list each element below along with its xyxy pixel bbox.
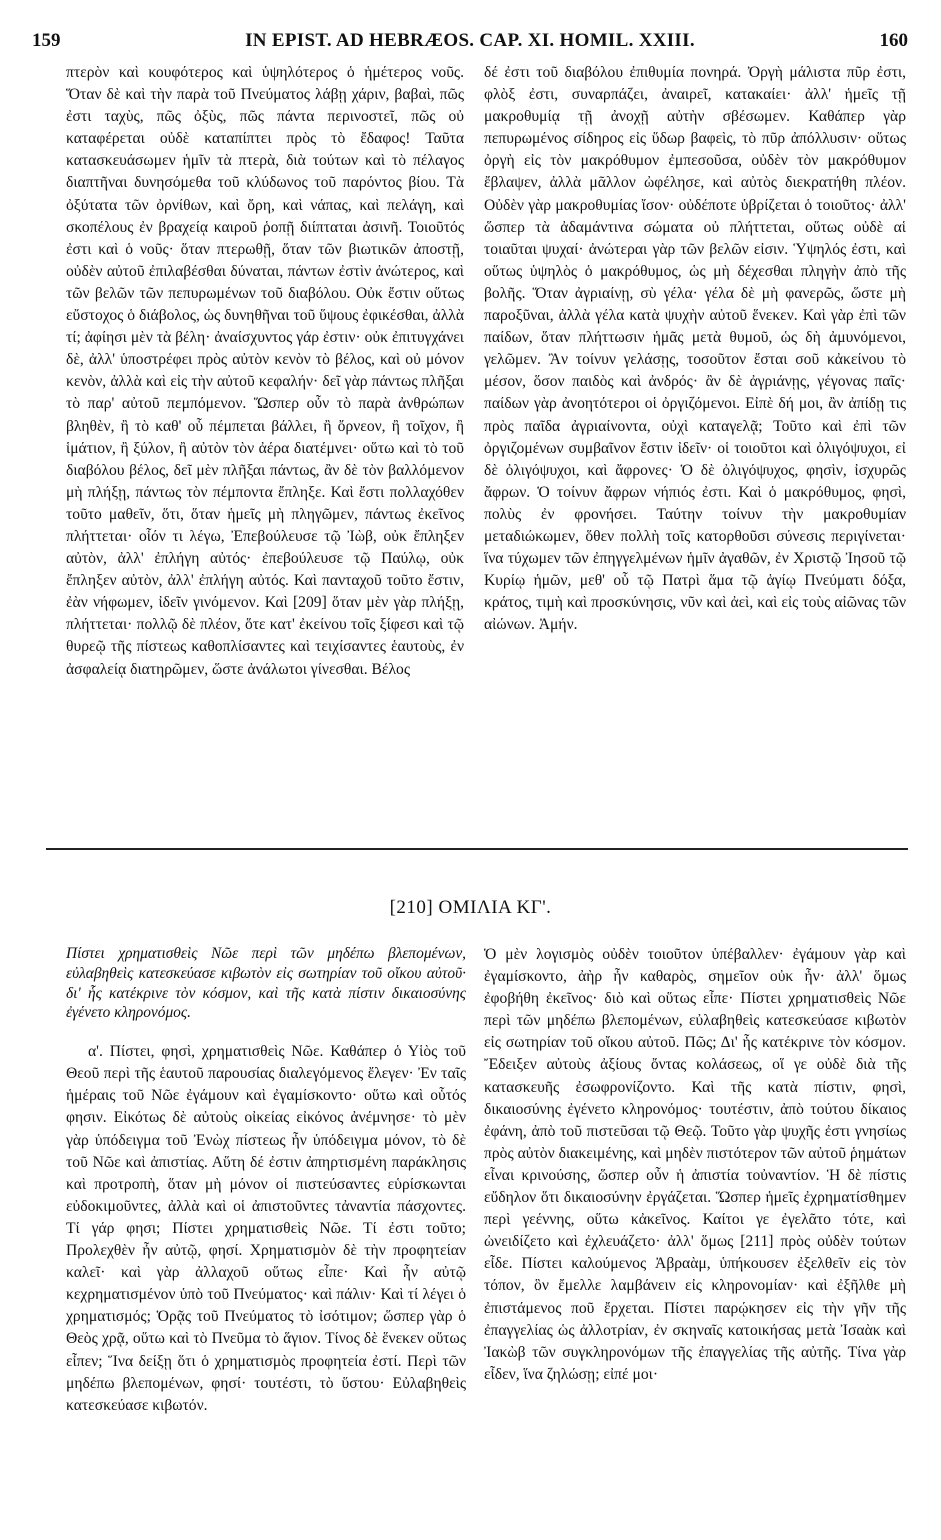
bottom-right-column	[484, 944, 906, 1386]
top-right-text: δέ ἐστι τοῦ διαβόλου ἐπιθυμία πονηρά. Ὀργὴ μάλιστα πῦρ ἐστι, φλὸξ ἐστι, συναρπάζει, ἀναιρεῖ, κατακαίει· ἀλλ' ἡμεῖς τῇ μακροθυμίᾳ τῇ ἀνοχῇ αὐτὴν σβέσωμεν. Καθάπερ γὰρ πεπυρωμένος σίδηρος εἰς ὕδωρ βαφεὶς, τὸ πῦρ ἀπόλλυσιν· οὕτως ὀργὴ εἰς τὸν μακρόθυμον ἐμπεσοῦσα, οὐδὲν τὸν μακρόθυμον ἔβλαψεν, ἀλλὰ μᾶλλον ὠφέλησε, καὶ αὐτὸς διεκρατήθη πλέον. Οὐδὲν γὰρ μακροθυμίας ἴσον· οὐδέποτε ὑβρίζεται ὁ τοιοῦτος· ἀλλ' ὥσπερ τὰ ἀδαμάντινα σώματα οὐ πλήττεται, οὕτως οὐδὲ αἱ τοιαῦται ψυχαί· ἀνώτεραι γὰρ τῶν βελῶν εἰσιν. Ὑψηλός ἐστι, καὶ οὕτως ὑψηλὸς ὁ μακρόθυμος, ὡς μὴ δέχεσθαι πληγὴν ἀπὸ τῆς βολῆς. Ὅταν ἀγριαίνῃ, σὺ γέλα· γέλα δὲ μὴ φανερῶς, ὥστε μὴ παροξῦναι, ἀλλὰ γέλα κατὰ ψυχὴν αὐτοῦ ἕνεκεν. Καὶ γὰρ ἐπὶ τῶν παίδων, ὅταν πλήττωσιν ἡμᾶς μετὰ θυμοῦ, ὡς δὴ ἀμυνόμενοι, γελῶμεν. Ἂν τοίνυν γελάσῃς, τοσοῦτον ἔσται σοῦ κἀκείνου τὸ μέσον, ὅσον παιδὸς καὶ ἀνδρός· ἂν δὲ ἀγριάνῃς, γέγονας παῖς· παίδων γὰρ ἀνοητότεροι οἱ ὀργιζόμενοι. Εἰπὲ δή μοι, ἂν ἀπίδῃ τις πρὸς παῖδα ἀγριαίνοντα, οὐχὶ καταγελᾷ; Τοῦτο καὶ ἐπὶ τῶν ὀργιζομένων συμβαῖνον ἔστιν ἰδεῖν· οἱ τοιοῦτοι καὶ ὀλιγόψυχοι, εἰ δὲ ὀλιγόψυχοι, καὶ ἄφρονες· Ὁ δὲ ὀλιγόψυχος, φησὶν, ἰσχυρῶς ἄφρων. Ὁ τοίνυν ἄφρων νήπιός ἐστι. Καὶ ὁ μακρόθυμος, φησὶ, πολὺς ἐν φρονήσει. Ταύτην τοίνυν τὴν μακροθυμίαν μεταδιώκωμεν, ὅθεν πολλὴ τοῖς κατορθοῦσι σύνεσις περιγίνεται· ἵνα τύχωμεν τῶν ἐπηγγελμένων ἡμῖν ἀγαθῶν, ἐν Χριστῷ Ἰησοῦ τῷ Κυρίῳ ἡμῶν, μεθ' οὗ τῷ Πατρὶ ἅμα τῷ ἁγίῳ Πνεύματι δόξα, κράτος, τιμὴ καὶ προσκύνησις, νῦν καὶ ἀεὶ, καὶ εἰς τοὺς αἰῶνας τῶν αἰώνων. Ἀμήν.	[484, 64, 906, 634]
page-number-right: 160	[879, 30, 908, 51]
running-header	[32, 30, 908, 54]
bottom-left-text: α'. Πίστει, φησὶ, χρηματισθεὶς Νῶε. Καθάπερ ὁ Υἱὸς τοῦ Θεοῦ περὶ τῆς ἑαυτοῦ παρουσίας διαλεγόμενος ἔλεγεν· Ἐν ταῖς ἡμέραις τοῦ Νῶε ἐγάμουν καὶ ἐγαμίσκοντο· οὕτω καὶ οὗτός φησιν. Εἰκότως δὲ αὐτοὺς οἰκείας εἰκόνος ἀνέμνησε· τὸ μὲν γὰρ ὑπόδειγμα τοῦ Ἐνὼχ πίστεως ἦν ὑπόδειγμα μόνον, τὸ δὲ τοῦ Νῶε καὶ ἀπιστίας. Αὕτη δέ ἐστιν ἀπηρτισμένη παράκλησις καὶ προτροπὴ, ὅταν μὴ μόνον οἱ πιστεύσαντες εὑρίσκωνται εὐδοκιμοῦντες, ἀλλὰ καὶ οἱ ἀπιστοῦντες τἀναντία πάσχοντες. Τί γάρ φησι; Πίστει χρηματισθεὶς Νῶε. Τί ἐστι τοῦτο; Προλεχθὲν ἦν αὐτῷ, φησί. Χρηματισμὸν δὲ τὴν προφητείαν καλεῖ· καὶ γὰρ ἀλλαχοῦ οὕτως εἶπε· Καὶ ἦν αὐτῷ κεχρηματισμένον ὑπὸ τοῦ Πνεύματος· καὶ πάλιν· Καὶ τί λέγει ὁ χρηματισμός; Ὁρᾷς τοῦ Πνεύματος τὸ ἰσότιμον; ὥσπερ γὰρ ὁ Θεὸς χρᾷ, οὕτω καὶ τὸ Πνεῦμα τὸ ἅγιον. Τίνος δὲ ἕνεκεν οὕτως εἶπεν; Ἵνα δείξῃ ὅτι ὁ χρηματισμὸς προφητεία ἐστί. Περὶ τῶν μηδέπω βλεπομένων, φησί· τουτέστι, τὸ ὕστου· Εὐλαβηθεὶς κατεσκεύασε κιβωτόν.	[66, 1043, 466, 1414]
section-divider	[46, 848, 908, 850]
top-left-column	[66, 62, 464, 681]
scripture-lemma: Πίστει χρηματισθεὶς Νῶε περὶ τῶν μηδέπω βλεπομένων, εὐλαβηθεὶς κατεσκεύασε κιβωτὸν εἰς σωτηρίαν τοῦ οἴκου αὐτοῦ· δι' ἧς κατέκρινε τὸν κόσμον, καὶ τῆς κατὰ πίστιν δικαιοσύνης ἐγένετο κληρονόμος.	[66, 945, 466, 1022]
bottom-right-text: Ὁ μὲν λογισμὸς οὐδὲν τοιοῦτον ὑπέβαλλεν· ἐγάμουν γὰρ καὶ ἐγαμίσκοντο, ἀὴρ ἦν καθαρὸς, σημεῖον οὐκ ἦν· ἀλλ' ὅμως ἐφοβήθη ἐκεῖνος· διὸ καὶ οὕτως εἶπε· Πίστει χρηματισθεὶς Νῶε περὶ τῶν μηδέπω βλεπομένων, εὐλαβηθεὶς κατεσκεύασε κιβωτὸν εἰς σωτηρίαν τοῦ οἴκου αὐτοῦ. Πῶς; Δι' ἧς κατέκρινε τὸν κόσμον. Ἔδειξεν αὐτοὺς ἀξίους ὄντας κολάσεως, οἵ γε οὐδὲ διὰ τῆς κατασκευῆς ἐσωφρονίζοντο. Καὶ τῆς κατὰ πίστιν, φησὶ, δικαιοσύνης ἐγένετο κληρονόμος· τουτέστιν, ἀπὸ τούτου δίκαιος ἐφάνη, ἀπὸ τοῦ πιστεῦσαι τῷ Θεῷ. Τοῦτο γὰρ ψυχῆς ἐστι γνησίως πρὸς αὐτὸν διακειμένης, καὶ μηδὲν πιστότερον τῶν αὐτοῦ ῥημάτων εἶναι κρινούσης, ὥσπερ οὖν ἡ ἀπιστία τοὐναντίον. Ἡ δὲ πίστις εὔδηλον ὅτι δικαιοσύνην ἐργάζεται. Ὥσπερ ἡμεῖς ἐχρηματίσθημεν περὶ γεέννης, οὕτω κἀκεῖνος. Καίτοι γε ἐγελᾶτο τότε, καὶ ὠνειδίζετο καὶ ἐχλευάζετο· ἀλλ' ὅμως [211] πρὸς οὐδὲν τούτων εἶδε. Πίστει καλούμενος Ἀβραὰμ, ὑπήκουσεν ἐξελθεῖν εἰς τὸν τόπον, ὃν ἔμελλε λαμβάνειν εἰς κληρονομίαν· καὶ ἐξῆλθε μὴ ἐπιστάμενος ποῦ ἔρχεται. Πίστει παρῴκησεν εἰς τὴν γῆν τῆς ἐπαγγελίας ὡς ἀλλοτρίαν, ἐν σκηναῖς κατοικήσας μετὰ Ἰσαὰκ καὶ Ἰακὼβ τῶν συγκληρονόμων τῆς ἐπαγγελίας τῆς αὐτῆς. Τίνα γὰρ εἶδεν, ἵνα ζηλώσῃ; εἰπέ μοι·	[484, 946, 906, 1383]
homily-title: [210] ΟΜΙΛΙΑ ΚΓ'.	[389, 897, 552, 918]
bottom-left-column	[66, 944, 466, 1417]
top-right-column	[484, 62, 906, 636]
page-number-left: 159	[32, 30, 61, 51]
top-left-text: πτερὸν καὶ κουφότερος καὶ ὑψηλότερος ὁ ἡμέτερος νοῦς. Ὅταν δὲ καὶ τὴν παρὰ τοῦ Πνεύματος λάβῃ χάριν, βαβαὶ, πῶς ἐστι ταχὺς, πῶς ὀξὺς, πῶς πάντα περινοστεῖ, πῶς οὐ καταφέρεται οὐδὲ καταπίπτει πρὸς τὸ ἔδαφος! Ταῦτα κατασκευάσωμεν ἡμῖν τὰ πτερὰ, διὰ τούτων καὶ τὸ πέλαγος διαπτῆναι δυνησόμεθα τοῦ κλύδωνος τοῦ παρόντος βίου. Τὰ ὀξύτατα τῶν ὀρνίθων, καὶ ὄρη, καὶ νάπας, καὶ πελάγη, καὶ σκοπέλους ἐν βραχείᾳ καιροῦ ῥοπῇ διίπταται ἀσινῆ. Τοιοῦτός ἐστι καὶ ὁ νοῦς· ὅταν πτερωθῇ, ὅταν τῶν βιωτικῶν ἀποστῇ, οὐδὲν αὐτοῦ ἐπιλαβέσθαι δύναται, πάντων ἐστὶν ἀνώτερος, καὶ τῶν βελῶν τῶν πεπυρωμένων τοῦ διαβόλου. Οὐκ ἔστιν οὕτως εὔστοχος ὁ διάβολος, ὡς δυνηθῆναι τοῦ ὕψους ἐφικέσθαι, ἀλλὰ τί; ἀφίησι μὲν τὰ βέλη· ἀναίσχυντος γάρ ἐστιν· οὐκ ἐπιτυγχάνει δὲ, ἀλλ' ὑποστρέφει πρὸς αὐτὸν κενὸν τὸ βέλος, καὶ οὐ μόνον κενὸν, ἀλλὰ καὶ εἰς τὴν αὐτοῦ κεφαλήν· δεῖ γὰρ πάντως πλῆξαι τὸ παρ' αὐτοῦ πεμπόμενον. Ὥσπερ οὖν τὸ παρὰ ἀνθρώπων βληθὲν, ἢ τὸ καθ' οὗ πέμπεται βάλλει, ἢ ὄρνεον, ἢ τοῖχον, ἢ ἱμάτιον, ἢ ξύλον, ἢ αὐτὸν τὸν ἀέρα διατέμνει· οὕτω καὶ τὸ τοῦ διαβόλου βέλος, δεῖ μὲν πλῆξαι πάντως, ἂν δὲ τὸν βαλλόμενον μὴ πλήξῃ, πάντως τὸν πέμποντα ἔπληξε. Καὶ ἔστι πολλαχόθεν τοῦτο μαθεῖν, ὅτι, ὅταν ἡμεῖς μὴ πληγῶμεν, πάντως ἐκεῖνος πλήττεται· οἷόν τι λέγω, Ἐπεβούλευσε τῷ Ἰὼβ, οὐκ ἔπληξεν αὐτὸν, ἀλλ' ἐπλήγη αὐτός· ἐπεβούλευσε τῷ Παύλῳ, οὐκ ἔπληξεν αὐτὸν, ἀλλ' ἐπλήγη αὐτός. Καὶ πανταχοῦ τοῦτο ἔστιν, ἐὰν νήφωμεν, ἰδεῖν γινόμενον. Καὶ [209] ὅταν μὲν γὰρ πλήξῃ, πλήττεται· πολλῷ δὲ πλέον, ὅτε κατ' ἐκείνου τοῖς ξίφεσι καὶ τῷ θυρεῷ τῆς πίστεως καθοπλίσαντες καὶ τειχίσαντες ἑαυτοὺς, ἐν ἀσφαλείᾳ διατηρῶμεν, ὥστε ἀνάλωτοι γίνεσθαι. Βέλος	[66, 64, 464, 678]
running-title: IN EPIST. AD HEBRÆOS. CAP. XI. HOMIL. XXIII.	[245, 30, 695, 51]
